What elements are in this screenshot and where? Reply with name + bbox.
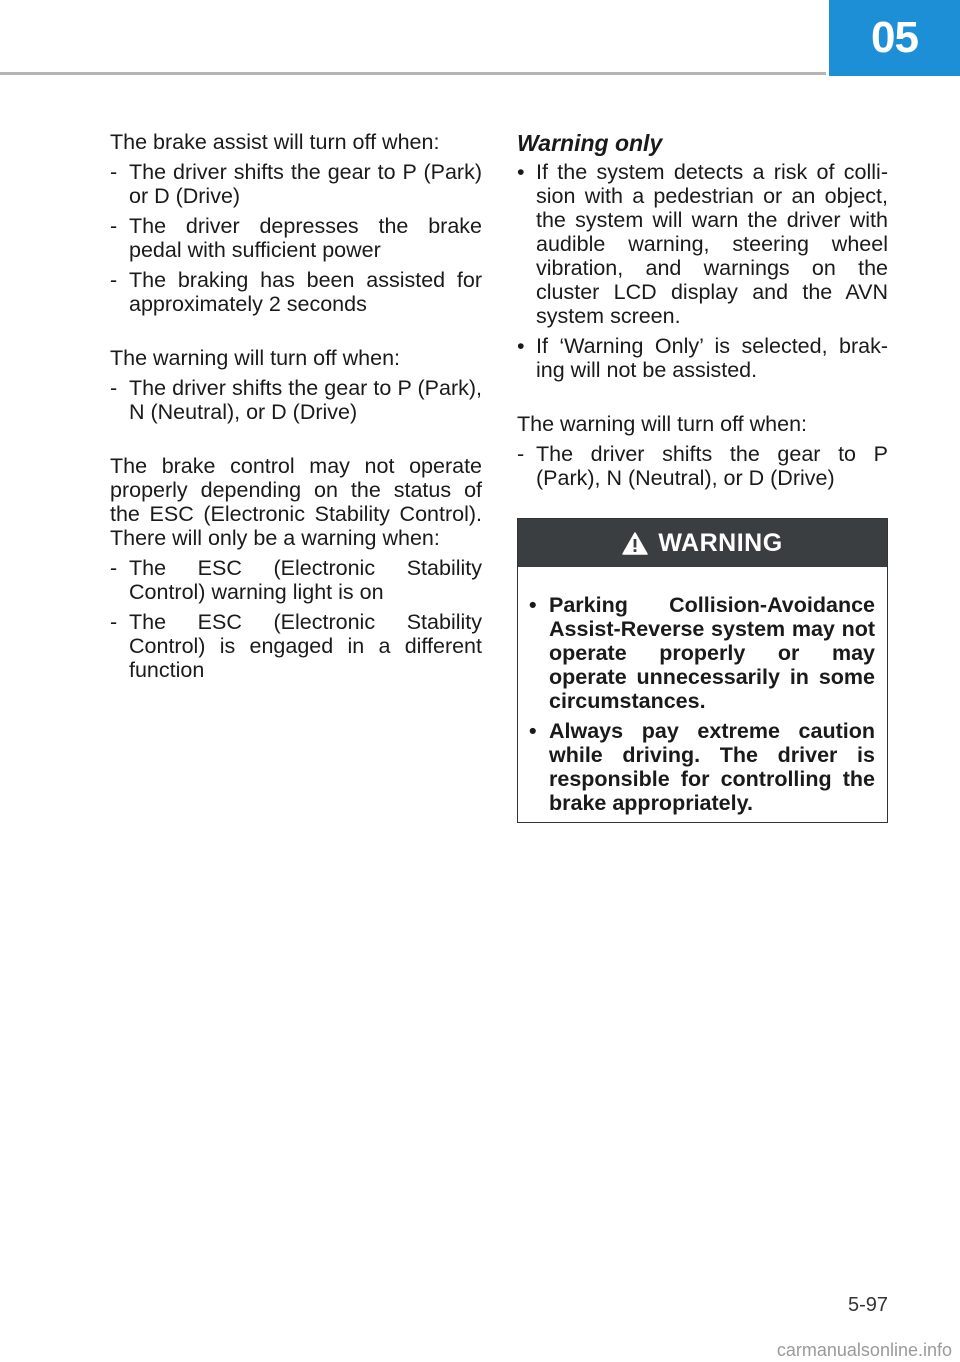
brake-control-intro: The brake control may not operate properly depending on the status of the ESC (Electronic Stability Control). There will only be a warning when: xyxy=(110,454,482,550)
list-item: • If ‘Warning Only’ is selected, brak-ing will not be assisted. xyxy=(517,334,888,382)
left-column xyxy=(110,130,482,688)
right-warning-off-section xyxy=(517,412,888,490)
header-rule xyxy=(0,72,826,75)
list-item: - The braking has been assisted for approximately 2 seconds xyxy=(110,268,482,316)
page-number: 5-97 xyxy=(847,1294,888,1316)
list-item: - The driver shifts the gear to P (Park) or D (Drive) xyxy=(110,160,482,208)
warning-list xyxy=(529,593,875,815)
warning-only-section xyxy=(517,160,888,382)
warning-box xyxy=(517,518,888,823)
brake-control-list xyxy=(110,556,482,682)
warning-body xyxy=(518,567,887,815)
list-item: • If the system detects a risk of colli-sion with a pedestrian or an object, the system will warn the driver with audible warning, steering wheel vibration, and warnings on the cluster LCD display and the AVN system screen. xyxy=(517,160,888,328)
brake-assist-intro: The brake assist will turn off when: xyxy=(110,130,440,154)
warning-only-list xyxy=(517,160,888,382)
chapter-number: 05 xyxy=(871,13,918,62)
warning-off-intro: The warning will turn off when: xyxy=(110,346,400,370)
list-item: - The driver shifts the gear to P (Park), N (Neutral), or D (Drive) xyxy=(110,376,482,424)
warning-off-list xyxy=(110,376,482,424)
right-warning-off-list xyxy=(517,442,888,490)
right-warning-off-intro: The warning will turn off when: xyxy=(517,412,807,436)
list-item: • Parking Collision-Avoidance Assist-Reverse system may not operate properly or may operate unnecessarily in some circumstances. xyxy=(529,593,875,713)
warning-off-section xyxy=(110,346,482,424)
warning-triangle-icon xyxy=(622,532,648,555)
brake-control-section xyxy=(110,454,482,682)
warning-header xyxy=(518,519,887,567)
brake-assist-list xyxy=(110,160,482,316)
list-item: - The ESC (Electronic Stability Control) warning light is on xyxy=(110,556,482,604)
list-item: - The ESC (Electronic Stability Control) is engaged in a different function xyxy=(110,610,482,682)
right-column xyxy=(517,130,888,496)
list-item: - The driver depresses the brake pedal with sufficient power xyxy=(110,214,482,262)
chapter-tab xyxy=(829,0,960,76)
list-item: • Always pay extreme caution while driving. The driver is responsible for controlling the brake appropriately. xyxy=(529,719,875,815)
warning-label: WARNING xyxy=(658,528,783,557)
brake-assist-section xyxy=(110,130,482,316)
footer-watermark: carmanualsonline.info xyxy=(776,1340,952,1360)
section-title: Warning only xyxy=(517,130,663,156)
list-item: - The driver shifts the gear to P (Park), N (Neutral), or D (Drive) xyxy=(517,442,888,490)
